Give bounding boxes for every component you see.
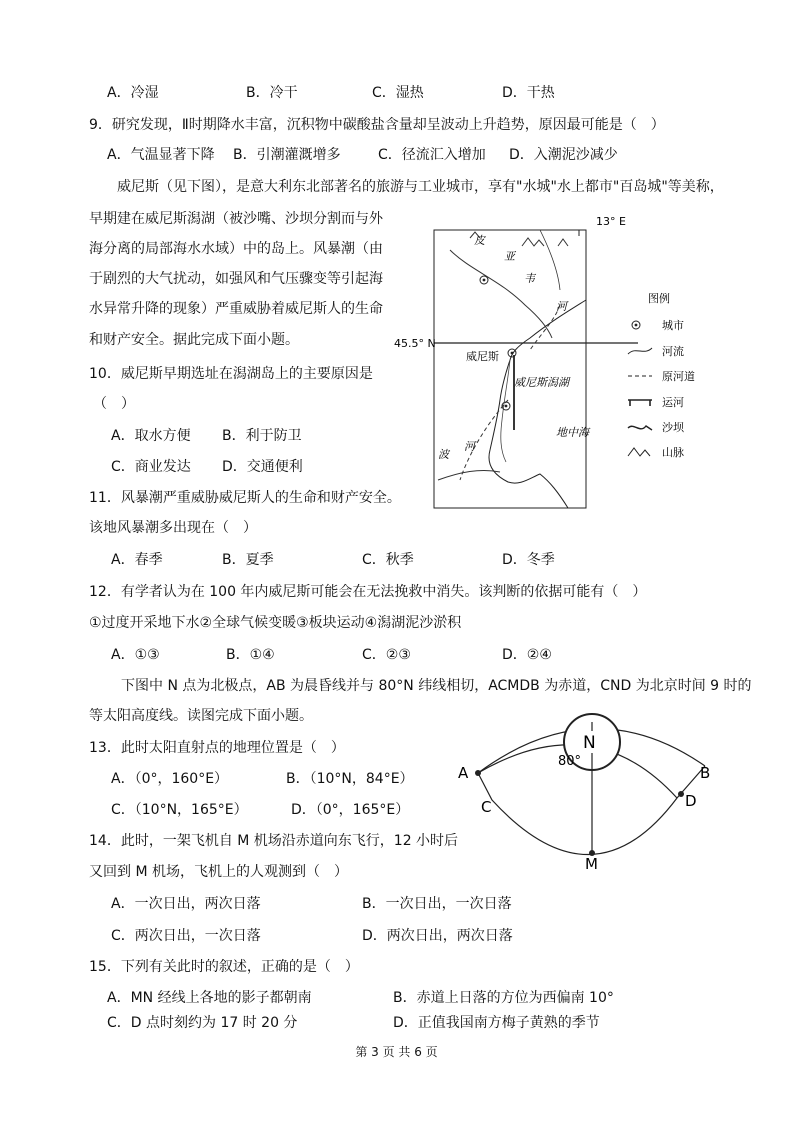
point-a — [475, 770, 481, 776]
q9-option-c: C．径流汇入增加 — [378, 147, 486, 163]
legend-sandbar: 沙坝 — [662, 421, 684, 434]
q11-option-a: A．春季 — [111, 552, 163, 568]
q13-option-b: B．（10°N，84°E） — [286, 771, 414, 787]
q12-statements: ①过度开采地下水②全球气候变暖③板块运动④潟湖泥沙淤积 — [89, 615, 462, 631]
q11-option-b: B．夏季 — [222, 552, 274, 568]
river-piave-char-1: 皮 — [474, 234, 485, 247]
q9-option-a: A．气温显著下降 — [107, 147, 215, 163]
q13-stem: 13．此时太阳直射点的地理位置是（ ） — [89, 740, 345, 756]
legend-canal-icon — [628, 400, 652, 406]
river-po-char-1: 波 — [438, 448, 449, 461]
q10-option-a: A．取水方便 — [111, 428, 191, 444]
q10-option-d: D．交通便利 — [222, 459, 303, 475]
q15-option-c: C．D 点时刻约为 17 时 20 分 — [107, 1015, 298, 1031]
river-top — [540, 230, 560, 290]
q14-stem-line-2: 又回到 M 机场，飞机上的人观测到（ ） — [89, 864, 348, 880]
q14-stem-line-1: 14．此时，一架飞机自 M 机场沿赤道向东飞行，12 小时后 — [89, 833, 459, 849]
q14-option-c: C．两次日出，一次日落 — [111, 928, 261, 944]
q13-option-a: A．（0°，160°E） — [111, 771, 229, 787]
river-piave-char-4: 河 — [556, 300, 567, 313]
coastline — [489, 300, 586, 508]
legend-city: 城市 — [662, 319, 684, 332]
latitude-label: 45.5° N — [394, 337, 436, 350]
label-c: C — [481, 798, 492, 816]
legend-mountain-icon — [628, 448, 650, 456]
q8-option-a: A．冷湿 — [107, 85, 159, 101]
river-po-char-2: 河 — [464, 440, 475, 453]
q11-stem-line-2: 该地风暴潮多出现在（ ） — [89, 520, 257, 536]
venice-intro-line-5: 水异常升降的现象）严重威胁着威尼斯人的生命 — [89, 301, 383, 317]
q10-stem-line-1: 10．威尼斯早期选址在潟湖岛上的主要原因是 — [89, 366, 373, 382]
q12-option-b: B．①④ — [226, 647, 275, 663]
page-footer: 第 3 页 共 6 页 — [355, 1045, 438, 1059]
venice-intro-line-1: 威尼斯（见下图），是意大利东北部著名的旅游与工业城市，享有"水城"水上都市"百岛城"等美称， — [117, 179, 724, 195]
legend-canal: 运河 — [662, 396, 684, 409]
river-piave-char-3: 韦 — [524, 272, 535, 285]
q9-stem: 9．研究发现，Ⅱ时期降水丰富，沉积物中碳酸盐含量却呈波动上升趋势，原因最可能是（ ） — [89, 117, 665, 133]
q12-option-c: C．②③ — [362, 647, 411, 663]
legend-river: 河流 — [662, 345, 684, 358]
label-a: A — [458, 764, 469, 782]
q8-option-d: D．干热 — [502, 85, 555, 101]
q13-option-d: D．（0°，165°E） — [291, 802, 410, 818]
q8-option-b: B．冷干 — [246, 85, 298, 101]
q12-option-a: A．①③ — [111, 647, 160, 663]
label-d: D — [685, 792, 697, 810]
longitude-label: 13° E — [596, 215, 626, 228]
polar-intro-line-1: 下图中 N 点为北极点，AB 为晨昏线并与 80°N 纬线相切，ACMDB 为赤道，CND 为北京时间 9 时的 — [121, 678, 752, 694]
label-n: N — [583, 733, 596, 753]
label-b: B — [700, 764, 711, 782]
legend-title: 图例 — [648, 292, 670, 305]
q14-option-a: A．一次日出，两次日落 — [111, 896, 261, 912]
label-m: M — [585, 855, 598, 873]
river-piave — [450, 250, 552, 338]
map-frame — [434, 230, 586, 508]
lagoon-label: 威尼斯潟湖 — [514, 376, 569, 389]
q14-option-b: B．一次日出，一次日落 — [362, 896, 512, 912]
venice-intro-line-3: 海分离的局部海水水域）中的岛上。风暴潮（由 — [89, 241, 383, 257]
point-d — [678, 791, 684, 797]
q14-option-d: D．两次日出，两次日落 — [362, 928, 513, 944]
label-80-degrees: 80° — [558, 754, 582, 769]
legend-mountain: 山脉 — [662, 446, 684, 459]
venice-intro-line-2: 早期建在威尼斯潟湖（被沙嘴、沙坝分割而与外 — [89, 211, 383, 227]
q15-stem: 15．下列有关此时的叙述，正确的是（ ） — [89, 959, 359, 975]
q15-option-d: D．正值我国南方梅子黄熟的季节 — [393, 1015, 600, 1031]
q10-stem-line-2: （ ） — [93, 396, 135, 412]
legend-river-icon — [628, 348, 652, 354]
q12-stem: 12．有学者认为在 100 年内威尼斯可能会在无法挽救中消失。该判断的依据可能有（ ） — [89, 584, 647, 600]
venice-intro-line-6: 和财产安全。据此完成下面小题。 — [89, 332, 299, 348]
venice-map — [390, 210, 720, 520]
q11-option-c: C．秋季 — [362, 552, 414, 568]
q9-option-b: B．引潮灌溉增多 — [233, 147, 341, 163]
q15-option-b: B．赤道上日落的方位为西偏南 10° — [393, 990, 614, 1006]
old-river-channel — [460, 305, 560, 480]
q11-stem-line-1: 11．风暴潮严重威胁威尼斯人的生命和财产安全。 — [89, 490, 401, 506]
q12-option-d: D．②④ — [502, 647, 552, 663]
q10-option-c: C．商业发达 — [111, 459, 191, 475]
legend-old-channel: 原河道 — [662, 370, 695, 383]
q13-option-c: C．（10°N，165°E） — [111, 802, 248, 818]
venice-intro-line-4: 于剧烈的大气扰动，如强风和气压骤变等引起海 — [89, 271, 383, 287]
polar-diagram — [450, 712, 730, 882]
q11-option-d: D．冬季 — [502, 552, 555, 568]
q9-option-d: D．入潮泥沙减少 — [509, 147, 618, 163]
venice-label: 威尼斯 — [466, 350, 499, 363]
river-piave-char-2: 亚 — [504, 250, 515, 263]
sea-label: 地中海 — [556, 426, 589, 439]
q8-option-c: C．湿热 — [372, 85, 424, 101]
polar-intro-line-2: 等太阳高度线。读图完成下面小题。 — [89, 708, 313, 724]
river-po — [438, 470, 500, 480]
q15-option-a: A．MN 经线上各地的影子都朝南 — [107, 990, 312, 1006]
q10-option-b: B．利于防卫 — [222, 428, 302, 444]
legend-sandbar-icon — [628, 426, 652, 430]
